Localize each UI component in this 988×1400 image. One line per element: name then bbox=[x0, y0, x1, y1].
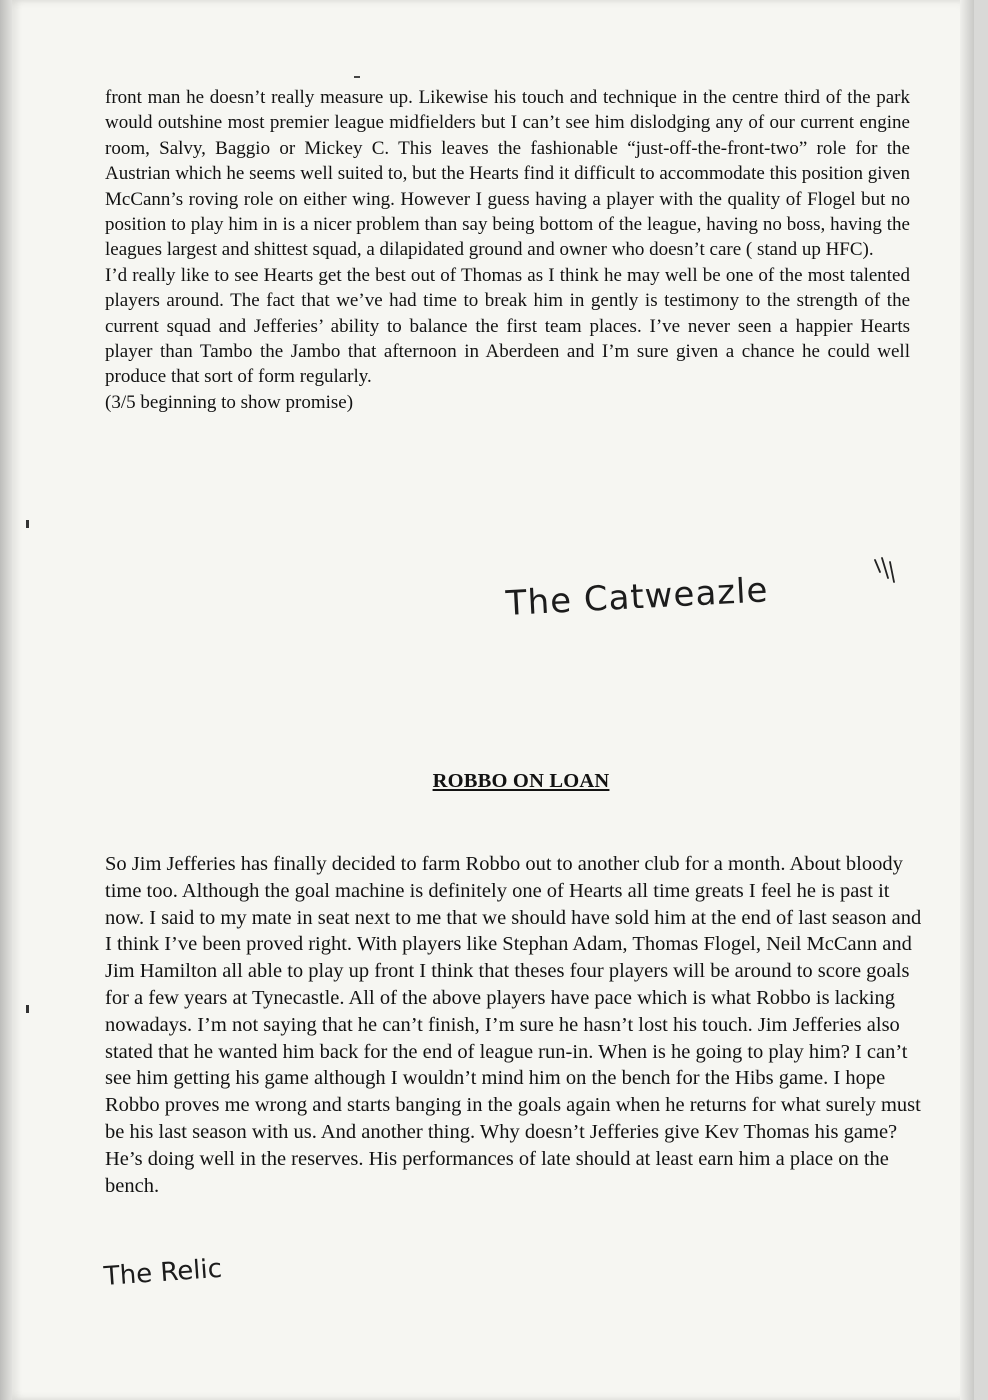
article-continuation bbox=[105, 85, 910, 415]
author-signature: The Catweazle bbox=[504, 570, 770, 624]
article-heading bbox=[12, 770, 974, 793]
magazine-page bbox=[12, 0, 974, 1400]
article-paragraph: front man he doesn’t really measure up. Likewise his touch and technique in the centre third of the park would outshine most premier league midfielders but I can’t see him dislodging any of our current engine room, Salvy, Baggio or Mickey C. This leaves the fashionable “just-off-the-front-two” role for the Austrian which he seems well suited to, but the Hearts find it difficult to accommodate this position given McCann’s roving role on either wing. However I guess having a player with the quality of Flogel but no position to play him in is a nicer problem than say being bottom of the league, having no boss, having the leagues largest and shittest squad, a dilapidated ground and owner who doesn’t care ( stand up HFC). bbox=[105, 87, 910, 261]
article-body bbox=[105, 851, 923, 1199]
punch-mark bbox=[26, 1005, 29, 1013]
player-rating: (3/5 beginning to show promise) bbox=[105, 391, 354, 413]
page-edge bbox=[960, 0, 974, 1400]
article-paragraph: So Jim Jefferies has finally decided to farm Robbo out to another club for a month. About bloody time too. Although the goal machine is definitely one of Hearts all time greats I feel he is past it now. I said to my mate in seat next to me that we should have sold him at the end of last season and I think I’ve been proved right. With players like Stephan Adam, Thomas Flogel, Neil McCann and Jim Hamilton all able to play up front I think that theses four players will be around to score goals for a few years at Tynecastle. All of the above players have pace which is what Robbo is lacking nowadays. I’m not saying that he can’t finish, I’m sure he hasn’t lost his touch. Jim Jefferies also stated that he wanted him back for the end of league run-in. When is he going to play him? I can’t see him getting his game although I wouldn’t mind him on the bench for the Hibs game. I hope Robbo proves me wrong and starts banging in the goals again when he returns for what surely must be his last season with us. And another thing. Why doesn’t Jefferies give Kev Thomas his game? He’s doing well in the reserves. His performances of late should at least earn him a place on the bench. bbox=[105, 853, 922, 1197]
punch-mark bbox=[26, 520, 29, 528]
article-heading-text: ROBBO ON LOAN bbox=[432, 770, 610, 792]
handwritten-mark-icon bbox=[872, 556, 898, 586]
author-signature: The Relic bbox=[102, 1253, 223, 1292]
article-paragraph: I’d really like to see Hearts get the best out of Thomas as I think he may well be one of the most talented players around. The fact that we’ve had time to break him in gently is testimony to the strength of the current squad and Jefferies’ ability to balance the first team places. I’ve never seen a happier Hearts player than Tambo the Jambo that afternoon in Aberdeen and I’m sure given a chance he could well produce that sort of form regularly. bbox=[105, 264, 910, 388]
stray-mark bbox=[354, 76, 360, 78]
